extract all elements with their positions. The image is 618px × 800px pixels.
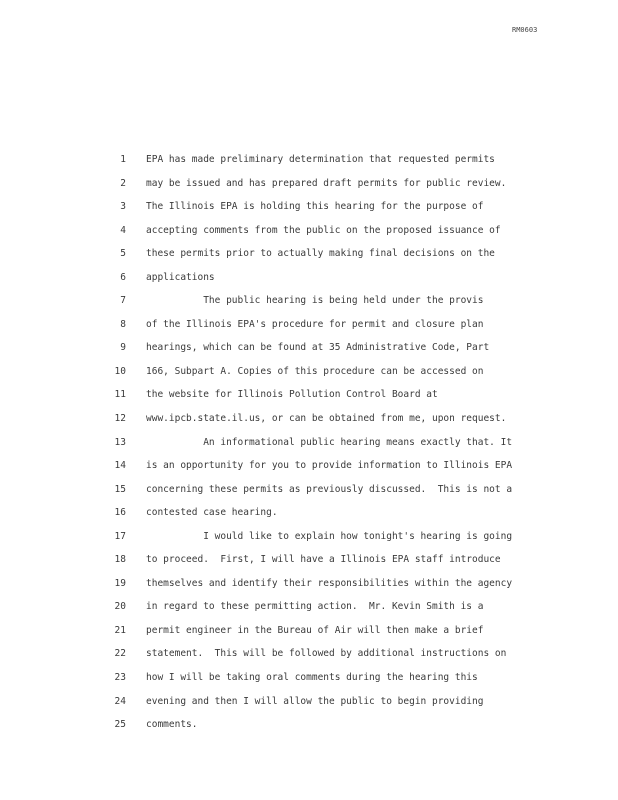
transcript-line <box>0 574 618 598</box>
line-number: 18 <box>114 554 126 566</box>
line-number: 14 <box>114 460 126 472</box>
transcript-line <box>0 221 618 245</box>
line-text: The public hearing is being held under the provis <box>146 295 484 307</box>
transcript-line <box>0 456 618 480</box>
line-number: 6 <box>120 271 126 283</box>
line-number: 3 <box>120 201 126 213</box>
line-text: hearings, which can be found at 35 Administrative Code, Part <box>146 342 490 354</box>
transcript-line <box>0 244 618 268</box>
line-number: 24 <box>114 695 126 707</box>
line-text: concerning these permits as previously discussed. This is not a <box>146 483 513 495</box>
transcript-line <box>0 433 618 457</box>
transcript-body <box>0 150 618 739</box>
line-number: 25 <box>114 719 126 731</box>
transcript-line <box>0 597 618 621</box>
line-text: statement. This will be followed by additional instructions on <box>146 648 507 660</box>
line-number: 10 <box>114 365 126 377</box>
line-number: 2 <box>120 177 126 189</box>
line-number: 11 <box>114 389 126 401</box>
line-text: to proceed. First, I will have a Illinois EPA staff introduce <box>146 554 501 566</box>
transcript-line <box>0 197 618 221</box>
transcript-line <box>0 291 618 315</box>
line-number: 16 <box>114 507 126 519</box>
line-text: these permits prior to actually making final decisions on the <box>146 248 495 260</box>
transcript-line <box>0 715 618 739</box>
line-number: 15 <box>114 483 126 495</box>
transcript-line <box>0 315 618 339</box>
line-text: evening and then I will allow the public to begin providing <box>146 695 484 707</box>
line-number: 13 <box>114 436 126 448</box>
line-text: applications <box>146 271 215 283</box>
line-text: An informational public hearing means exactly that. It <box>146 436 513 448</box>
transcript-line <box>0 409 618 433</box>
line-number: 19 <box>114 577 126 589</box>
transcript-line <box>0 268 618 292</box>
transcript-line <box>0 338 618 362</box>
transcript-line <box>0 174 618 198</box>
transcript-line <box>0 621 618 645</box>
line-number: 22 <box>114 648 126 660</box>
line-text: is an opportunity for you to provide information to Illinois EPA <box>146 460 513 472</box>
line-text: The Illinois EPA is holding this hearing for the purpose of <box>146 201 484 213</box>
line-text: may be issued and has prepared draft permits for public review. <box>146 177 507 189</box>
line-text: comments. <box>146 719 198 731</box>
line-number: 21 <box>114 624 126 636</box>
line-number: 17 <box>114 530 126 542</box>
line-text: www.ipcb.state.il.us, or can be obtained from me, upon request. <box>146 413 507 425</box>
line-number: 4 <box>120 224 126 236</box>
transcript-line <box>0 385 618 409</box>
line-number: 1 <box>120 154 126 165</box>
line-text: contested case hearing. <box>146 507 278 519</box>
line-text: I would like to explain how tonight's hearing is going <box>146 530 513 542</box>
line-text: permit engineer in the Bureau of Air will then make a brief <box>146 624 484 636</box>
transcript-line <box>0 692 618 716</box>
transcript-line <box>0 362 618 386</box>
line-text: how I will be taking oral comments during the hearing this <box>146 672 478 684</box>
line-text: accepting comments from the public on the proposed issuance of <box>146 224 501 236</box>
line-number: 12 <box>114 413 126 425</box>
line-number: 8 <box>120 318 126 330</box>
line-number: 23 <box>114 672 126 684</box>
line-text: of the Illinois EPA's procedure for permit and closure plan <box>146 318 484 330</box>
line-text: 166, Subpart A. Copies of this procedure can be accessed on <box>146 365 484 377</box>
line-text: themselves and identify their responsibilities within the agency <box>146 577 513 589</box>
line-text: in regard to these permitting action. Mr. Kevin Smith is a <box>146 601 484 613</box>
transcript-line <box>0 668 618 692</box>
transcript-line <box>0 550 618 574</box>
line-text: EPA has made preliminary determination that requested permits <box>146 154 495 165</box>
line-text: the website for Illinois Pollution Control Board at <box>146 389 438 401</box>
transcript-line <box>0 150 618 174</box>
transcript-line <box>0 503 618 527</box>
transcript-line <box>0 644 618 668</box>
transcript-line <box>0 480 618 504</box>
page-number: RM0603 <box>512 26 538 34</box>
transcript-line <box>0 527 618 551</box>
line-number: 5 <box>120 248 126 260</box>
line-number: 9 <box>120 342 126 354</box>
line-number: 7 <box>120 295 126 307</box>
line-number: 20 <box>114 601 126 613</box>
